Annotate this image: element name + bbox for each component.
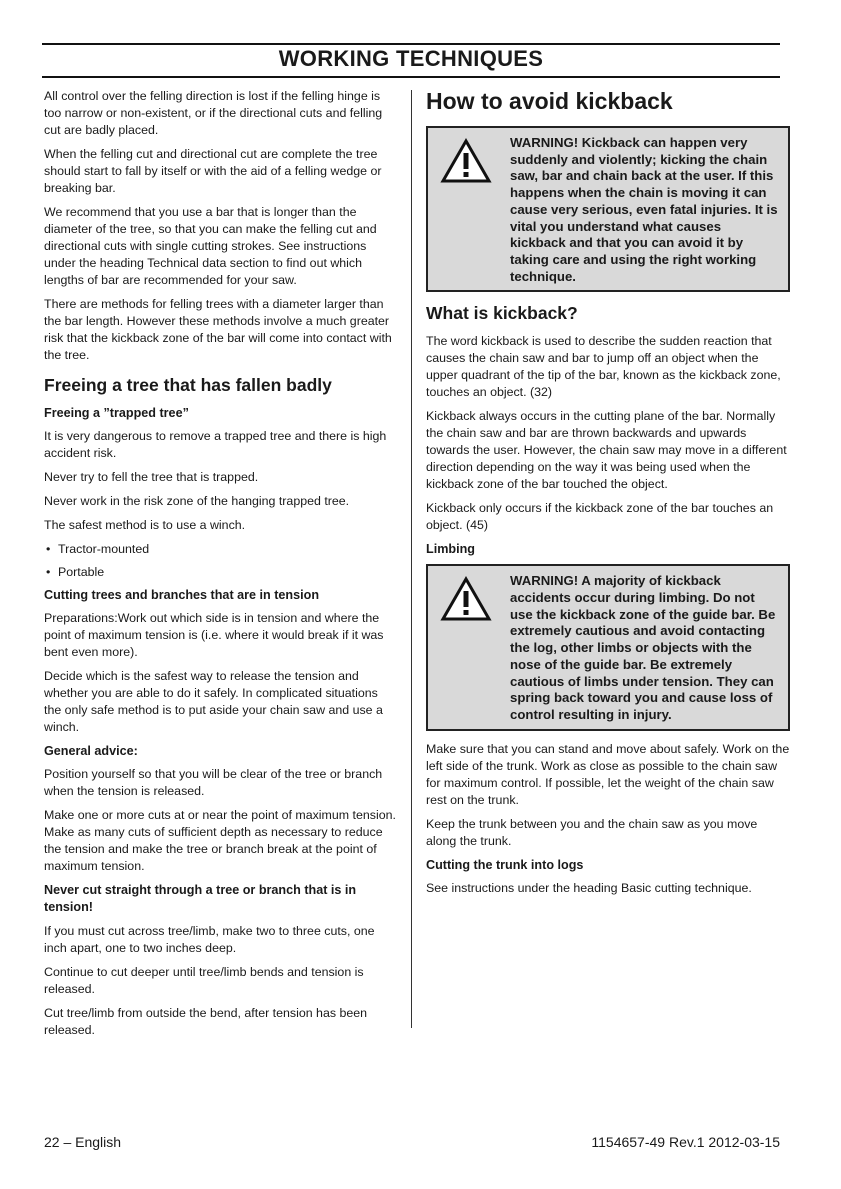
limbing-heading: Limbing [426,542,475,557]
tension-paragraph: Decide which is the safest way to release the tension and whether you are able to do it safely. In complicated situations the only safe method is to put aside your chain saw and use a winch. [44,669,383,734]
page-number: 22 – English [44,1134,122,1150]
document-id: 1154657-49 Rev.1 2012-03-15 [591,1134,780,1150]
general-paragraph: Make one or more cuts at or near the point of maximum tension. Make as many cuts of sufficient depth as necessary to reduce the tension and make the tree or branch break at the point of maximum tension. [44,808,396,873]
intro-paragraph: There are methods for felling trees with a diameter larger than the bar length. However these methods involve a much greater risk that the kickback zone of the bar will come into contact with the tree. [44,297,392,362]
trapped-paragraph: Never work in the risk zone of the hanging trapped tree. [44,494,350,508]
warning-triangle-icon [440,138,492,184]
trapped-paragraph: Never try to fell the tree that is trapped. [44,470,259,484]
page-title: WORKING TECHNIQUES [278,46,544,71]
freeing-heading: Freeing a tree that has fallen badly [44,375,332,395]
list-item [44,564,396,581]
intro-paragraph: We recommend that you use a bar that is longer than the diameter of the tree, so that you can make the felling cut and directional cuts with single cutting strokes. See instructions under the heading Technical data section to find out which lengths of bar are recommended for your saw. [44,205,377,287]
tension-heading: Cutting trees and branches that are in tension [44,588,320,602]
winch-list [44,541,396,581]
list-item-label: Portable [58,565,105,579]
kickback-paragraph: Kickback only occurs if the kickback zone of the bar touches an object. (45) [426,501,774,533]
final-paragraph: Continue to cut deeper until tree/limb bends and tension is released. [44,965,364,996]
header-rule-top [42,43,780,45]
tension-paragraph: Preparations:Work out which side is in tension and where the point of maximum tension is (i.e. where it would break if it was bent even more). [44,611,384,659]
warning-text: WARNING! Kickback can happen very suddenly and violently; kicking the chain saw, bar and chain back at the user. If this happens when the chain is moving it can cause very serious, even fatal injuries. It is vital you understand what causes kickback and that you can avoid it by taking care and using the right working technique. [510,135,778,284]
intro-paragraph: When the felling cut and directional cut are complete the tree should start to fall by itself or with the aid of a felling wedge or breaking bar. [44,147,382,195]
what-is-kickback-heading: What is kickback? [426,303,578,324]
warning-text: WARNING! A majority of kickback accidents occur during limbing. Do not use the kickback zone of the guide bar. Be extremely cautious and avoid contacting the log, other limbs or objects with the nose of the guide bar. Be extremely cautious of limbs under tension. They can spring back toward you and cause loss of control resulting in injury. [510,573,776,722]
final-paragraph: Cut tree/limb from outside the bend, after tension has been released. [44,1006,368,1037]
trapped-paragraph: It is very dangerous to remove a trapped tree and there is high accident risk. [44,429,387,460]
warning-box-limbing [426,564,790,730]
intro-paragraph: All control over the felling direction is lost if the felling hinge is too narrow or non-existent, or if the directional cuts and felling cut are badly placed. [44,89,383,137]
kickback-main-heading: How to avoid kickback [426,88,673,114]
list-item [44,541,396,558]
general-advice-heading: General advice: [44,744,138,758]
column-divider [411,90,412,1028]
kickback-paragraph: The word kickback is used to describe the sudden reaction that causes the chain saw and bar to jump off an object when the upper quadrant of the tip of the bar, known as the kickback zone, touches an object. (32) [426,334,781,400]
warning-box-kickback [426,126,790,292]
general-paragraph: Position yourself so that you will be clear of the tree or branch when the tension is released. [44,767,383,798]
list-item-label: Tractor-mounted [58,542,150,556]
final-paragraph: If you must cut across tree/limb, make two to three cuts, one inch apart, one to two inches deep. [44,924,375,955]
limbing-paragraph: Make sure that you can stand and move about safely. Work on the left side of the trunk. Work as close as possible to the chain saw for maximum control. If possible, let the weight of the chain saw rest on the trunk. [426,741,790,807]
logs-paragraph: See instructions under the heading Basic cutting technique. [426,880,752,895]
left-column [44,88,396,1046]
bullet-icon: • [46,565,51,579]
header-rule-bottom [42,76,780,78]
trapped-paragraph: The safest method is to use a winch. [44,518,246,532]
never-cut-warning: Never cut straight through a tree or branch that is in tension! [44,883,357,914]
bullet-icon: • [46,542,51,556]
logs-heading: Cutting the trunk into logs [426,857,584,872]
warning-triangle-icon [440,576,492,622]
limbing-paragraph: Keep the trunk between you and the chain saw as you move along the trunk. [426,816,758,848]
kickback-paragraph: Kickback always occurs in the cutting plane of the bar. Normally the chain saw and bar are thrown backwards and upwards towards the user. However, the chain saw may move in a different direction depending on the way it was being used when the kickback zone of the bar touched the object. [426,409,787,492]
right-column [426,88,790,904]
trapped-tree-heading: Freeing a ”trapped tree” [44,406,189,420]
